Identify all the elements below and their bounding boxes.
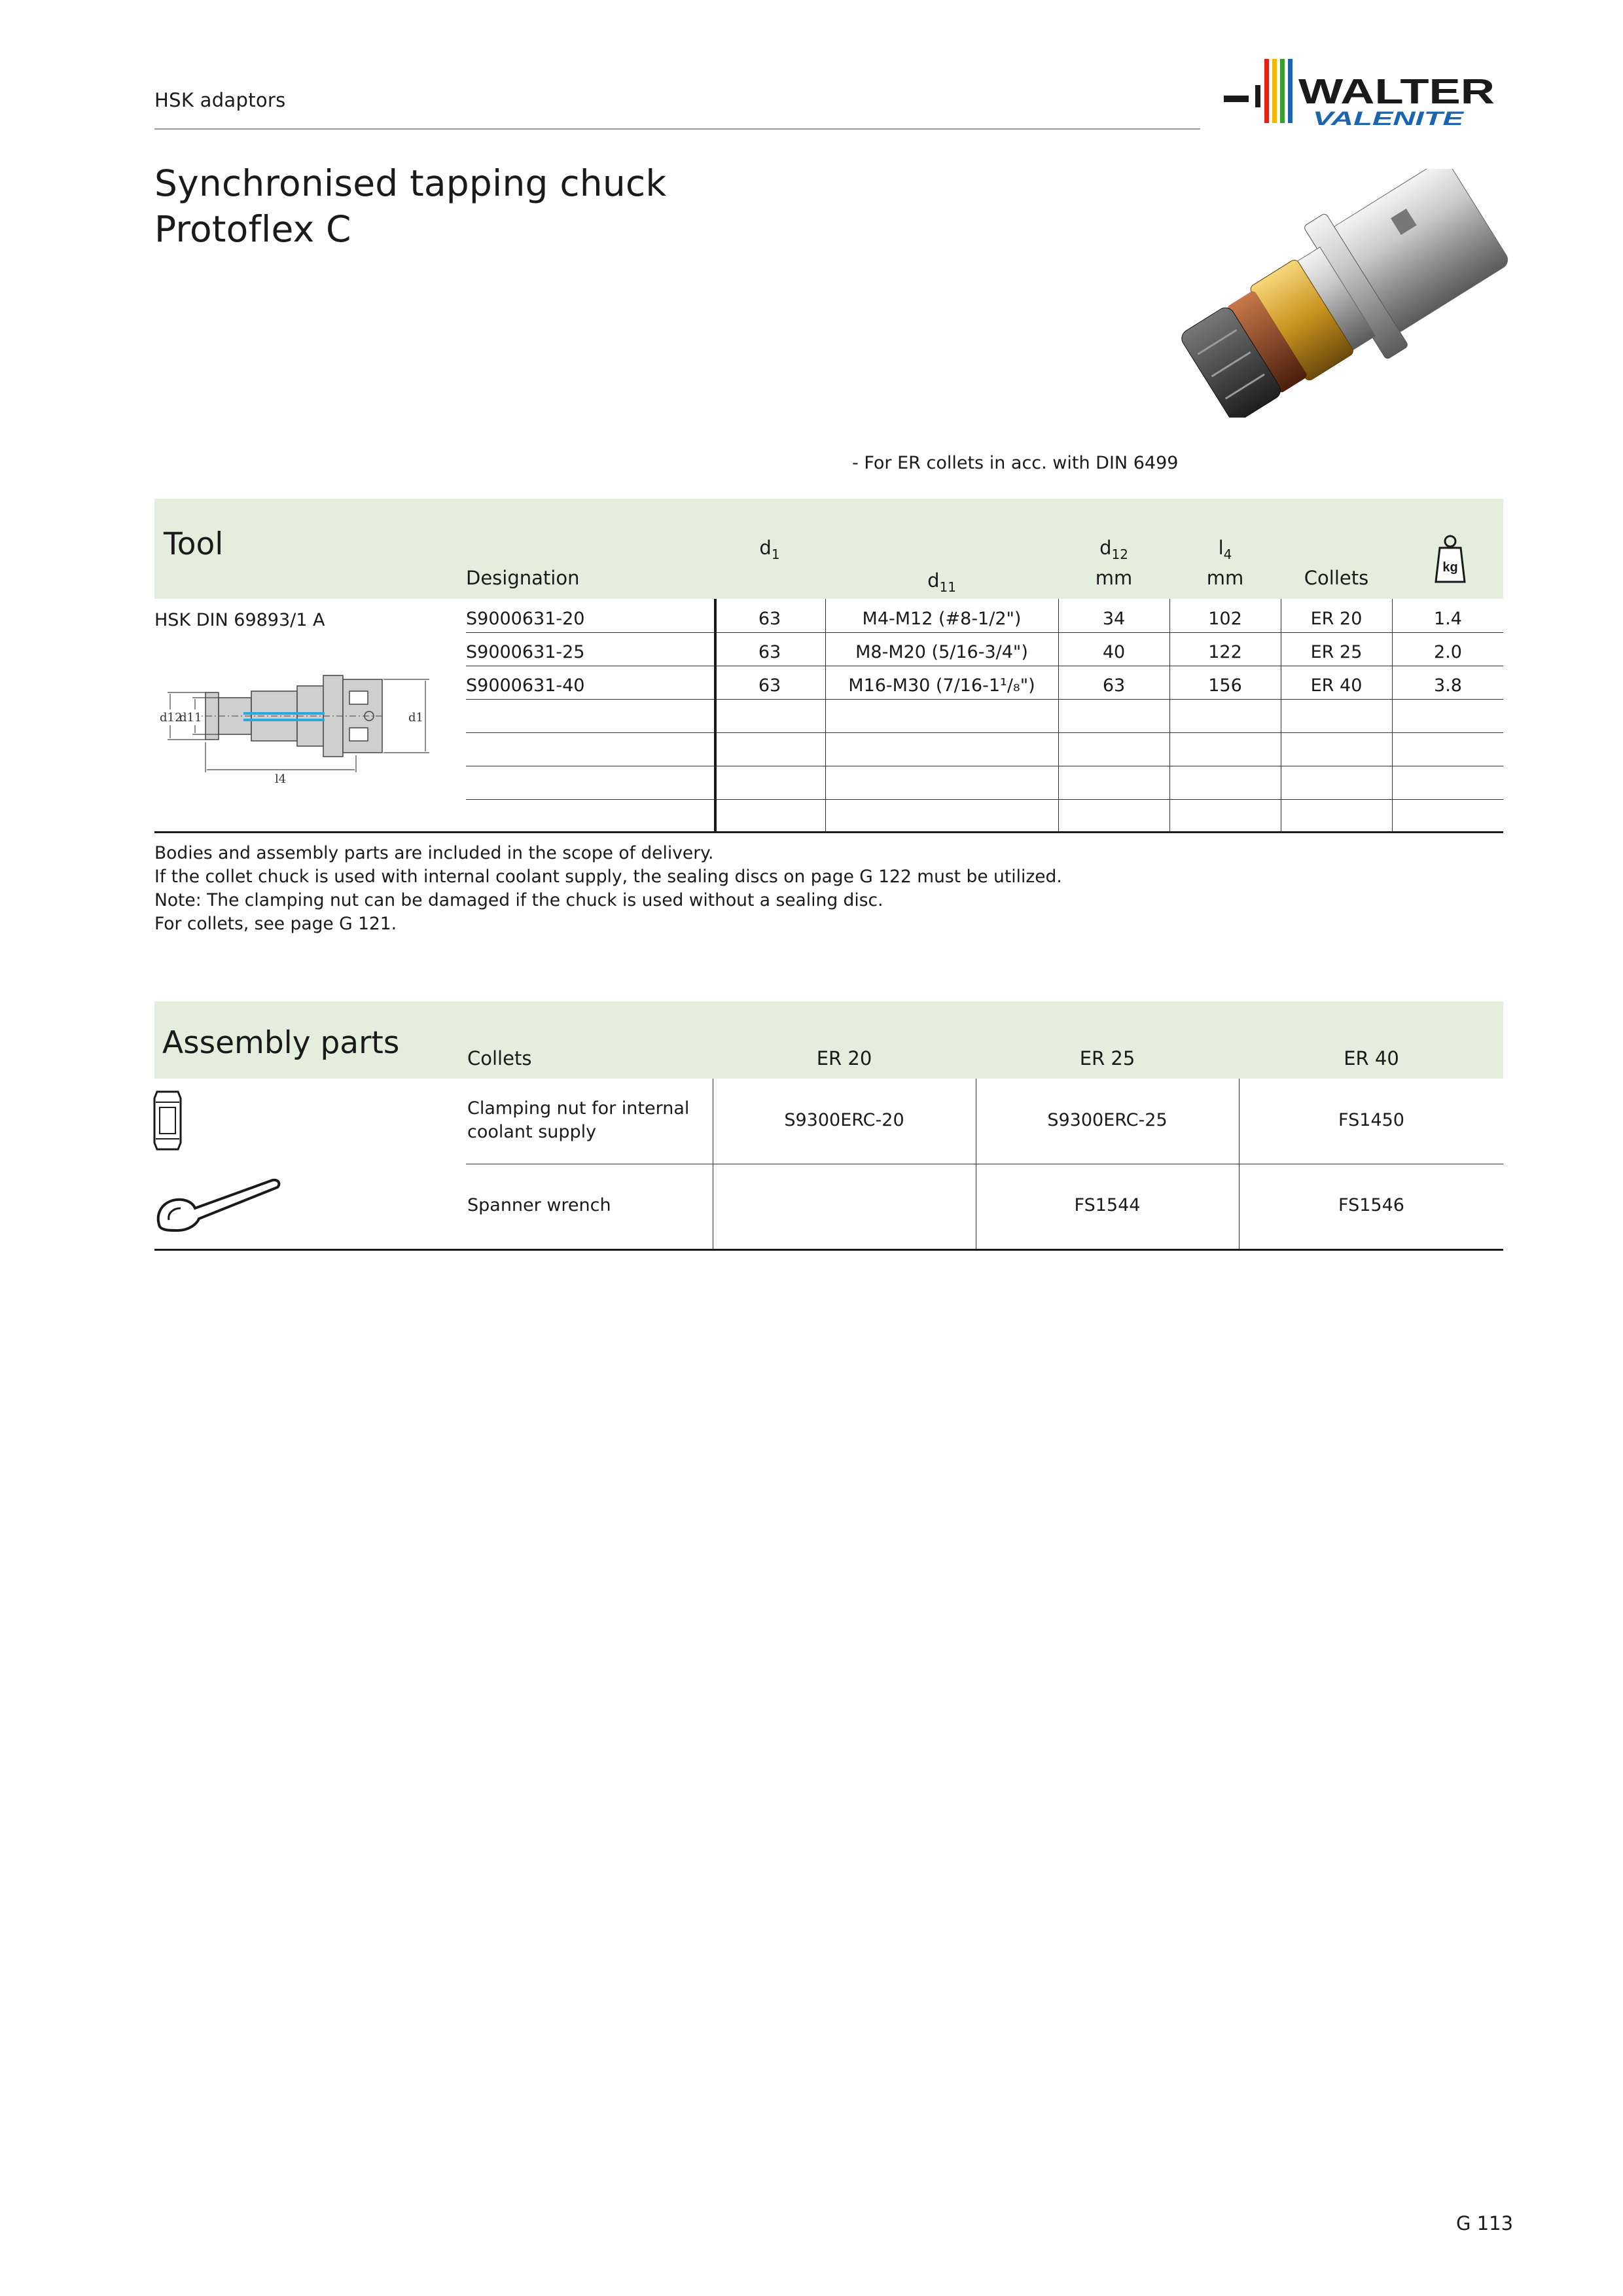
drawing-label-l4: l4: [275, 772, 287, 786]
note-line: Note: The clamping nut can be damaged if the chuck is used without a sealing disc.: [154, 890, 883, 910]
asm-col-header-er20: ER 20: [816, 1047, 872, 1069]
col-header-collets: Collets: [1304, 567, 1369, 589]
cell-designation: S9000631-40: [466, 675, 585, 696]
spanner-wrench-icon: [153, 1174, 284, 1240]
col-header-d11: $d_{11}$: [927, 569, 956, 595]
column-divider: [1169, 599, 1170, 832]
cell-d1: 63: [758, 642, 781, 662]
cell-collets: ER 25: [1310, 642, 1363, 662]
assembly-table-bottom-rule: [154, 1249, 1503, 1251]
row-divider: [466, 632, 1503, 633]
section-label: HSK adaptors: [154, 89, 286, 111]
drawing-label-d12: d12: [160, 711, 183, 725]
col-header-d12-unit: mm: [1095, 567, 1133, 589]
drawing-label-d1: d1: [408, 711, 423, 725]
row-divider: [466, 699, 1503, 700]
note-line: Bodies and assembly parts are included in the scope of delivery.: [154, 843, 714, 863]
cell-designation: S9000631-25: [466, 642, 585, 662]
col-header-d1: $d_1$: [759, 537, 780, 562]
cell-d12: 40: [1102, 642, 1126, 662]
cell-l4: 102: [1208, 609, 1242, 629]
page-title: Synchronised tapping chuck: [154, 162, 667, 204]
note-line: If the collet chuck is used with internal coolant supply, the sealing discs on page G 122 must be utilized.: [154, 867, 1062, 887]
cell-d12: 63: [1102, 675, 1126, 696]
cell-d12: 34: [1102, 609, 1126, 629]
weight-icon: [1433, 533, 1467, 586]
cell-d1: 63: [758, 609, 781, 629]
brand-name-text: WALTER: [1298, 72, 1495, 111]
cell-d11: M8-M20 (5/16-3/4"): [855, 642, 1028, 662]
cell-designation: S9000631-20: [466, 609, 585, 629]
asm-cell-er25: S9300ERC-25: [1047, 1110, 1168, 1130]
asm-cell-er20: S9300ERC-20: [784, 1110, 904, 1130]
row-divider: [466, 732, 1503, 733]
tool-notes: [154, 842, 1062, 936]
cell-weight: 1.4: [1434, 609, 1462, 629]
column-divider: [714, 599, 717, 832]
cell-l4: 122: [1208, 642, 1242, 662]
tool-section-title: Tool: [164, 526, 224, 562]
cell-weight: 2.0: [1434, 642, 1462, 662]
asm-row-label-clamping-nut: Clamping nut for internal coolant supply: [467, 1098, 690, 1142]
cell-collets: ER 40: [1310, 675, 1363, 696]
col-header-l4-unit: mm: [1206, 567, 1244, 589]
cell-weight: 3.8: [1434, 675, 1462, 696]
brand-logo: [1224, 58, 1499, 130]
weight-icon-label: kg: [1442, 560, 1458, 575]
note-line: For collets, see page G 121.: [154, 914, 397, 934]
asm-col-header-er25: ER 25: [1079, 1047, 1135, 1069]
feature-note: - For ER collets in acc. with DIN 6499: [852, 453, 1179, 473]
header-divider: [154, 128, 1200, 130]
cell-d11: M16-M30 (7/16-1¹/₈"): [848, 675, 1035, 696]
column-divider: [1392, 599, 1393, 832]
page-subtitle: Protoflex C: [154, 208, 351, 250]
asm-col-header-er40: ER 40: [1344, 1047, 1399, 1069]
asm-col-header-collets: Collets: [467, 1047, 532, 1069]
asm-cell-er40: FS1450: [1338, 1110, 1404, 1130]
product-photo: [1149, 169, 1528, 418]
asm-cell-er40: FS1546: [1338, 1195, 1404, 1215]
assembly-section-title: Assembly parts: [162, 1025, 400, 1061]
row-divider: [466, 799, 1503, 800]
asm-row-label-spanner: Spanner wrench: [467, 1195, 611, 1215]
cell-collets: ER 20: [1310, 609, 1363, 629]
chuck-technical-drawing: [153, 661, 441, 792]
asm-cell-er25: FS1544: [1074, 1195, 1141, 1215]
col-header-l4: $l_4$: [1218, 537, 1232, 562]
tool-type-label: HSK DIN 69893/1 A: [154, 610, 325, 630]
cell-l4: 156: [1208, 675, 1242, 696]
column-divider: [825, 599, 826, 832]
cell-d11: M4-M12 (#8-1/2"): [862, 609, 1022, 629]
brand-subname-text: VALENITE: [1313, 108, 1465, 130]
clamping-nut-icon: [153, 1089, 182, 1152]
col-header-designation: Designation: [466, 567, 580, 589]
tool-table-bottom-rule: [154, 831, 1503, 833]
col-header-d12: $d_{12}$: [1099, 537, 1128, 562]
column-divider: [1058, 599, 1059, 832]
drawing-label-d11: d11: [179, 711, 202, 725]
cell-d1: 63: [758, 675, 781, 696]
page-number: G 113: [1456, 2212, 1514, 2234]
